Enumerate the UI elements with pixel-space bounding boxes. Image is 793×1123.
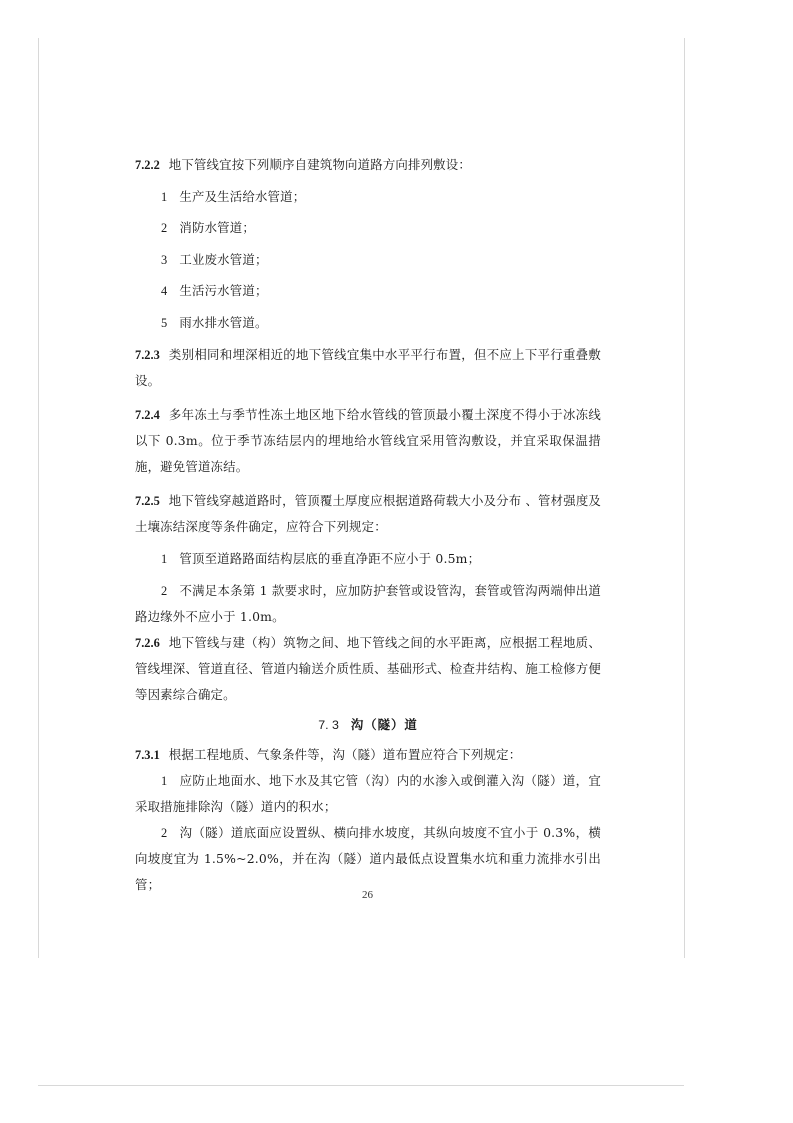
item-number: 1 [161,189,168,204]
page-border-right [684,38,685,958]
clause-number: 7.2.5 [135,493,160,508]
item-number: 3 [161,252,168,267]
list-item [135,215,601,241]
list-item [135,578,601,630]
clause-7-2-6 [135,630,601,708]
list-item [135,768,601,820]
list-item [135,310,601,336]
item-number: 4 [161,284,168,298]
clause-text: 多年冻土与季节性冻土地区地下给水管线的管顶最小覆土深度不得小于冰冻线以下 0.3m。位于季节冻结层内的埋地给水管线宜采用管沟敷设，并宜采取保温措施，避免管道冻结。 [135,406,601,474]
clause-number: 7.3.1 [135,747,160,762]
item-number: 2 [161,583,168,598]
item-text: 生活污水管道； [179,283,268,298]
section-number: 7. 3 [318,717,339,732]
clause-text: 地下管线宜按下列顺序自建筑物向道路方向排列敷设： [168,157,471,172]
item-number: 2 [161,221,168,235]
clause-text: 地下管线与建（构）筑物之间、地下管线之间的水平距离，应根据工程地质、管线埋深、管道直径、管道内输送介质性质、基础形式、检查井结构、施工检修方便等因素综合确定。 [135,634,601,702]
document-body [135,152,601,898]
item-text: 管顶至道路路面结构层底的垂直净距不应小于 0.5m； [179,550,481,566]
clause-number: 7.2.2 [135,158,160,172]
item-number: 1 [161,551,168,566]
list-item [135,184,601,210]
clause-7-2-2 [135,152,601,178]
page-number: 26 [362,889,373,901]
clause-number: 7.2.3 [135,347,160,362]
clause-number: 7.2.6 [135,635,160,650]
list-item [135,247,601,273]
clause-7-2-4 [135,402,601,480]
section-title: 沟（隧）道 [350,716,418,732]
item-number: 1 [161,773,168,788]
page-border-left [38,38,39,958]
clause-number: 7.2.4 [135,407,160,422]
item-text: 雨水排水管道。 [179,314,268,330]
clause-text: 类别相同和埋深相近的地下管线宜集中水平平行布置，但不应上下平行重叠敷设。 [135,346,601,388]
item-text: 工业废水管道； [179,251,268,267]
clause-text: 根据工程地质、气象条件等，沟（隧）道布置应符合下列规定： [168,746,522,762]
item-number: 2 [161,825,168,840]
clause-7-2-5 [135,488,601,540]
page-border-bottom [38,1085,684,1086]
item-text: 消防水管道； [179,220,255,235]
list-item [135,278,601,304]
clause-7-3-1 [135,742,601,768]
item-text: 应防止地面水、地下水及其它管（沟）内的水渗入或倒灌入沟（隧）道，宜采取措施排除沟（隧）道内的积水； [135,772,601,814]
list-item [135,820,601,898]
clause-text: 地下管线穿越道路时，管顶覆土厚度应根据道路荷载大小及分布 、管材强度及土壤冻结深度等条件确定，应符合下列规定： [135,492,602,534]
list-item [135,546,601,572]
item-text: 沟（隧）道底面应设置纵、横向排水坡度，其纵向坡度不宜小于 0.3%，横向坡度宜为 1.5%~2.0%，并在沟（隧）道内最低点设置集水坑和重力流排水引出管； [135,824,601,892]
item-text: 不满足本条第 1 款要求时，应加防护套管或设管沟，套管或管沟两端伸出道路边缘外不应小于 1.0m。 [135,582,601,624]
item-number: 5 [161,315,168,330]
section-heading [135,712,601,738]
item-text: 生产及生活给水管道； [179,188,306,204]
clause-7-2-3 [135,342,601,394]
